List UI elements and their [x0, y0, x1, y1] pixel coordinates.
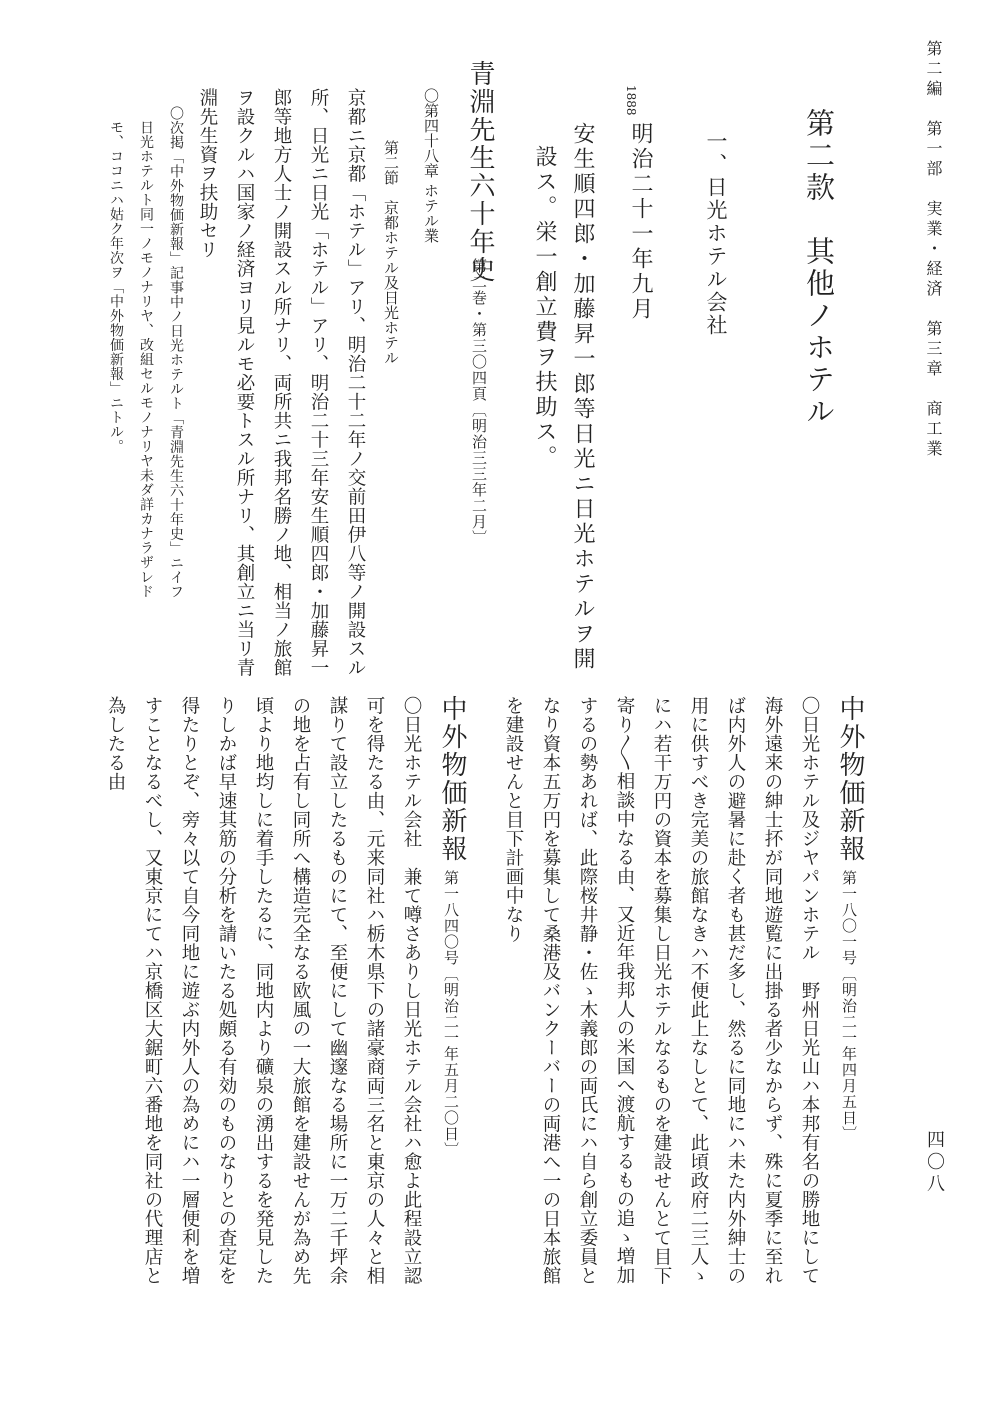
source1-line: 郎等地方人士ノ開設スル所ナリ、両所共ニ我邦名勝ノ地、相当ノ旅館 [271, 88, 292, 677]
source1-line: 京都ニ京都「ホテル」アリ、明治二十二年ノ交前田伊八等ノ開設スル [345, 88, 366, 677]
section-subtitle: 一、日光ホテル会社 [704, 130, 728, 337]
source2-line: 用に供すべき完美の旅館なきハ不便此上なしとて、此頃政府二三人ゝ [688, 696, 709, 1285]
source2-line: するの勢あれば、此際桜井静・佐ゝ木義郎の両氏にハ自ら創立委員と [577, 696, 598, 1285]
source3-title: 中外物価新報 [437, 695, 467, 863]
source1-line: 淵先生資ヲ扶助セリ [197, 88, 218, 259]
year-western: 1888 [624, 85, 638, 116]
source2-line: 海外遠来の紳士抔が同地遊覧に出掛る者少なからず、殊に夏季に至れ [762, 696, 783, 1285]
section-summary-2: 設ス。栄一創立費ヲ扶助ス。 [532, 145, 557, 470]
source2-line: 〇日光ホテル及ジヤパンホテル 野州日光山ハ本邦有名の勝地にして [799, 696, 820, 1285]
source2-line: 寄り〳〵相談中なる由、又近年我邦人の米国へ渡航するもの追ゝ増加 [614, 696, 635, 1285]
source3-line: 可を得たる由、元来同社ハ栃木県下の諸豪商両三名と東京の人々と相 [364, 696, 385, 1285]
source2-ref: 第一八〇一号〔明治二一年四月五日〕 [840, 870, 858, 1142]
section-summary-1: 安生順四郎・加藤昇一郎等日光ニ日光ホテルヲ開 [570, 122, 595, 672]
source2-line: を建設せんと目下計画中なり [503, 696, 524, 943]
source1-line: 所、日光ニ日光「ホテル」アリ、明治二十三年安生順四郎・加藤昇一 [308, 88, 329, 677]
source3-ref: 第一八四〇号〔明治二一年五月二〇日〕 [442, 870, 460, 1158]
source3-line: 〇日光ホテル会社 兼て噂さありし日光ホテル会社ハ愈よ此程設立認 [401, 696, 422, 1285]
source3-line: 頃より地均しに着手したるに、同地内より礦泉の湧出するを発見した [253, 696, 274, 1285]
source2-line: ば内外人の避暑に赴く者も甚だ多し、然るに同地にハ未た内外紳士の [725, 696, 746, 1285]
source1-note: 〇次掲「中外物価新報」記事中ノ日光ホテルト「青淵先生六十年史」ニイフ [168, 106, 184, 599]
source2-title: 中外物価新報 [835, 695, 865, 863]
source1-line: ヲ設クルハ国家ノ経済ヨリ見ルモ必要トスル所ナリ、其創立ニ当リ青 [234, 88, 255, 677]
section-date: 明治二十一年九月 [628, 122, 653, 322]
source2-line: にハ若干万円の資本を募集し日光ホテルなるものを建設せんとて目下 [651, 696, 672, 1285]
source3-line: 得たりとぞ、旁々以て自今同地に遊ぶ内外人の為めにハ一層便利を増 [179, 696, 200, 1285]
source1-title: 青淵先生六十年史 [465, 60, 495, 284]
source3-line: 為したる由 [105, 696, 126, 791]
source1-chapter: 〇第四十八章 ホテル業 [422, 88, 440, 243]
source2-line: なり資本五万円を募集して桑港及バンクーバーの両港へ一の日本旅館 [540, 696, 561, 1285]
source3-line: りしかば早速其筋の分析を請いたる処頗る有効のものなりとの査定を [216, 696, 237, 1285]
source3-line: 謀りて設立したるものにて、至便にして幽邃なる場所に一万二千坪余 [327, 696, 348, 1285]
source3-line: すことなるべし、又東京にてハ京橋区大鋸町六番地を同社の代理店と [142, 696, 163, 1285]
source1-section: 第二節 京都ホテル及日光ホテル [382, 140, 400, 365]
section-title: 第二款 其他ノホテル [802, 108, 836, 428]
source1-note: モ、ココニハ姑ク年次ヲ「中外物価新報」ニトル。 [108, 120, 124, 454]
running-head: 第二編 第一部 実業・経済 第三章 商工業 [924, 40, 943, 460]
source3-line: の地を占有し同所へ構造完全なる欧風の一大旅館を建設せんが為め先 [290, 696, 311, 1285]
source1-note: 日光ホテルト同一ノモノナリヤ、改組セルモノナリヤ未ダ詳カナラザレド [138, 120, 154, 599]
source1-ref: 第二巻・第三〇四頁〔明治三三年二月〕 [470, 258, 488, 546]
page-number: 四〇八 [924, 1130, 945, 1196]
